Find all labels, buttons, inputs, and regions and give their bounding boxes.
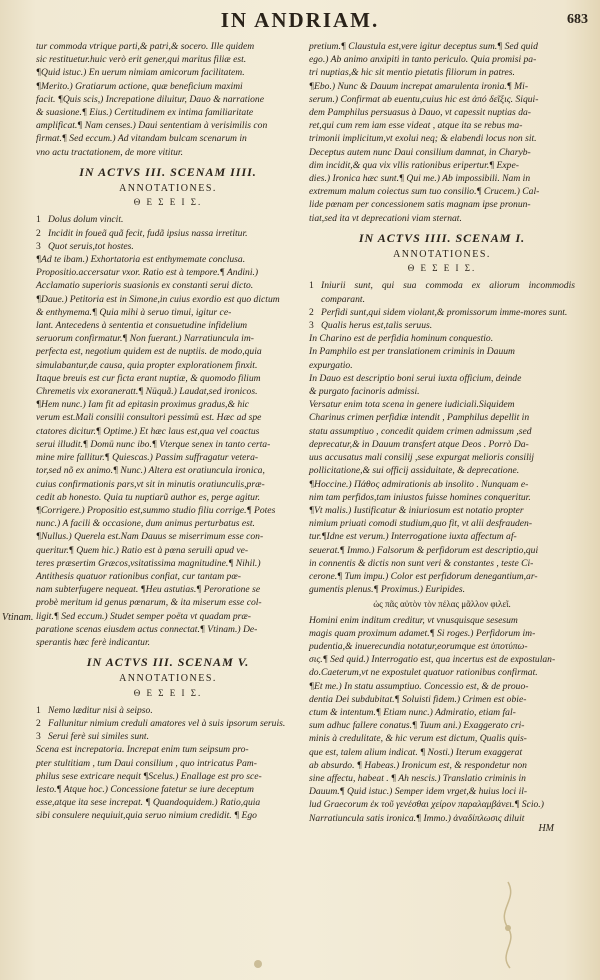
thesis-number: 2 — [36, 227, 41, 239]
scene-heading-3-4: IN ACTVS III. SCENAM IIII. — [79, 164, 257, 179]
text-line: ego.) Ab animo anxipiti in tanto periculo. Quia promisi pa- — [309, 54, 537, 66]
text-line: ctatores dicitur.¶ Optime.) Et hæc laus est,qua vel coactus — [36, 425, 260, 437]
right-opening-text — [309, 40, 575, 225]
text-line: ¶Daue.) Petitoria est in Simone,in cuius exordio est quo dictum — [36, 293, 280, 305]
text-line: lant. Antecedens à sententia et consuetudine infidelium — [36, 320, 248, 332]
text-line: nim tam perfidos,tam iniustos fuisse homines conqueritur. — [309, 491, 531, 503]
text-line: pollicitatione,& sui officij assiduitate, & deprecatione. — [309, 465, 520, 477]
thesis-text: Iniurii sunt, qui sua commoda ex aliorum incommodis comparant. — [321, 280, 575, 305]
thesis-text: Incidit in foueã quã fecit, fudã ipsius nassa irretitur. — [48, 227, 248, 239]
text-line: serum.) Confirmat ab euentu,cuius hic est ἀπό δεῖξις. Siqui- — [309, 93, 539, 105]
thesis-item — [36, 717, 300, 730]
text-line: ab absurdo. ¶ Habeas.) Ironicum est, & respondetur non — [309, 759, 527, 771]
text-line: in connentis & dictis non sunt veri & constantes , teste Ci- — [309, 557, 534, 569]
text-line: pudentia,& inuerecundia notatur,eorumque est ὑποτύπω- — [309, 640, 528, 652]
text-line: statu assumptiuo , concedit quidem crimen admissum ,sed — [309, 425, 532, 437]
text-line: ret,qui cum rem iam esse videat , atque ita se rebus ma- — [309, 120, 523, 132]
theses-list — [36, 213, 300, 253]
text-line: tur.¶Idne est verum.) Interrogatione iuxta affectum af- — [309, 531, 517, 543]
text-line: teres præsertim Græcos,vsitatissima magnitudine.¶ Nihil.) — [36, 557, 261, 569]
thesis-item — [309, 279, 575, 305]
text-line: cuius confirmationis pars,vt sit in minutis oratiunculis,præ- — [36, 478, 265, 490]
text-line: serui illudit.¶ Domü nunc ibo.¶ Vterque senex in tanto certa- — [36, 438, 271, 450]
page-hole — [254, 960, 262, 968]
thesis-number: 2 — [309, 306, 314, 318]
text-line: σις.¶ Sed quid.) Interrogatio est, qua incertus est de expostulan- — [309, 654, 556, 666]
thesis-number: 1 — [309, 280, 314, 292]
text-line: paratione scenas eiusdem actus connectat.¶ Vtinam.) De- — [36, 623, 258, 635]
text-line: Versatur enim tota scena in genere iudiciali.Siquidem — [309, 399, 515, 411]
text-line: do.Caeterum,vt ne expostulet quatuor rationibus confirmat. — [309, 667, 538, 679]
text-line: In Dauo est descriptio boni serui iuxta officium, deinde — [309, 372, 522, 384]
text-line: ligit.¶ Sed eccum.) Studet semper poëta vt quadam præ- — [36, 610, 251, 622]
text-line: ¶Hoccine.) Πάθος admirationis ab insolito . Nunquam e- — [309, 478, 529, 490]
thesis-number: 2 — [36, 717, 41, 729]
text-line: gumentis plenus.¶ Proximus.) Euripides. — [309, 584, 466, 596]
text-line: ¶Et me.) In statu assumptiuo. Concessio est, & de prouo- — [309, 680, 529, 692]
text-line: que est, talem alium indicat. ¶ Nosti.) Iterum exaggerat — [309, 746, 523, 758]
text-line: nam subterfugere nequeat. ¶Heu astutias.¶ Peroratione se — [36, 584, 261, 596]
text-line: facit. ¶Quis scis,) Increpatione diluitur, Dauo & narratione — [36, 93, 264, 105]
thesis-item — [36, 227, 300, 240]
text-line: queritur.¶ Quem hic.) Ratio est à pœna seruili apud ve- — [36, 544, 249, 556]
thesis-text: Nemo læditur nisi à seipso. — [48, 704, 153, 716]
text-line: tiat,sed ita vt deprecationi viam sternat. — [309, 212, 462, 224]
running-head: IN ANDRIAM. — [220, 8, 380, 32]
text-line: uus accusatus mali consilij ,sese expurgat melioris consilij — [309, 452, 535, 464]
text-line: ¶Vt malis.) Iustificatur & iniuriosum est notatio propter — [309, 504, 524, 516]
text-line: verum est.Mali consilii consultori pessimü est. Hæc ad spe — [36, 412, 262, 424]
thesis-item — [309, 306, 575, 319]
text-line: dim incidit,& qua vix vllis rationibus eripertur.¶ Expe- — [309, 159, 519, 171]
text-line: ¶Quid istuc.) En uerum nimiam amicorum facilitatem. — [36, 67, 245, 79]
text-line: Antithesis quatuor rationibus confiat, cur tantam pœ- — [36, 570, 241, 582]
thesis-number: 3 — [36, 240, 41, 252]
text-line: Dauum.¶ Quid istuc.) Semper idem vrget,& huius loci il- — [309, 786, 528, 798]
text-line: expurgatio. — [309, 359, 353, 371]
marginal-note: Vtinam. — [2, 612, 34, 623]
theseis-heading: Θ Ε Σ Ε Ι Σ. — [133, 197, 203, 208]
commentary-text — [36, 743, 300, 822]
right-column — [309, 40, 575, 825]
text-line: In Charino est de perfidia hominum conquestio. — [309, 333, 494, 345]
text-line: trimonii implicitum,vt exolui neq; & elabendi locus non sit. — [309, 133, 537, 145]
text-line: lide pœnam per concessionem satis magnam ipse pronun- — [309, 199, 531, 211]
annotationes-heading: ANNOTATIONES. — [393, 249, 491, 261]
text-line: sum adhuc fallere conatus.¶ Tuum ani.) Exaggerato cri- — [309, 720, 525, 732]
text-line: seuerat.¶ Immo.) Falsorum & perfidorum est descriptio,qui — [309, 544, 539, 556]
text-line: perfecta est, negotium quidem est de nuptiis. de modo,quia — [36, 346, 262, 358]
catchword: HM — [538, 823, 554, 834]
text-line: & enthymema.¶ Quia mihi à seruo timui, igitur ce- — [36, 306, 232, 318]
left-column — [36, 40, 300, 823]
thesis-item — [309, 319, 575, 332]
text-line: pretium.¶ Claustula est,vere igitur deceptus sum.¶ Sed quid — [309, 41, 538, 52]
decorative-flourish — [488, 880, 528, 970]
thesis-item — [36, 240, 300, 253]
thesis-number: 1 — [36, 704, 41, 716]
commentary-text — [309, 332, 575, 596]
text-line: cedit ab honesto. Quia tu nuptiarũ author es, perge agitur. — [36, 491, 261, 503]
text-line: vno actu tractationem, de more vititur. — [36, 146, 183, 158]
thesis-text: Qualis herus est,talis seruus. — [321, 320, 433, 332]
text-line: sperantis hæc ferè indicantur. — [36, 636, 151, 648]
text-line: tor,sed nõ ex animo.¶ Nunc.) Altera est oratiuncula ironica, — [36, 465, 265, 477]
thesis-number: 1 — [36, 214, 41, 226]
text-line: ¶Corrigere.) Propositio est,summo studio filiu corrige.¶ Potes — [36, 504, 276, 516]
text-line: ¶Hem nunc.) Iam fit ad epitasin proximus gradus,& hic — [36, 399, 250, 411]
text-line: Deceptus autem nunc Daui consilium damnat, in Charyb- — [309, 146, 531, 158]
greek-quotation: ὡς πᾶς αὐτὸν τὸν πέλας μᾶλλον φιλεῖ. — [373, 599, 511, 610]
text-line: ¶Ad te ibam.) Exhortatoria est enthymemate conclusa. — [36, 254, 246, 266]
text-line: Itaque breuis est cur ficta erant nuptiæ, & quomodo filium — [36, 372, 261, 384]
text-line: Acclamatio superioris suasionis ex constanti serui dicto. — [36, 280, 254, 292]
text-line: Chremetis vix exoraneratt.¶ Nüquã.) Laudat,sed ironicos. — [36, 386, 258, 398]
text-line: firmat.¶ Sed eccum.) Ad vitandam bulcam scenarum in — [36, 133, 247, 145]
text-line: sine affectu, habeat . ¶ Ah nescis.) Translatio criminis in — [309, 772, 526, 784]
scene-heading-3-5: IN ACTVS III. SCENAM V. — [86, 655, 250, 670]
thesis-text: Fallunitur nimium creduli amatores vel à suis ipsorum seruis. — [48, 717, 286, 729]
text-line: extremum malum coiectus sum tuo consilio.¶ Crucem.) Cal- — [309, 186, 540, 198]
text-line: ¶Nullus.) Querela est.Nam Dauus se miserrimum esse con- — [36, 531, 264, 543]
annotationes-heading: ANNOTATIONES. — [119, 183, 217, 195]
thesis-item — [36, 730, 300, 743]
thesis-text: Perfidi sunt,qui sidem violant,& promissorum imme-mores sunt. — [321, 306, 568, 318]
text-line: pter stultitiam , tum Daui consilium , quo intricatus Pam- — [36, 757, 257, 769]
thesis-item — [36, 213, 300, 226]
text-line: Scena est increpatoria. Increpat enim tum seipsum pro- — [36, 744, 249, 756]
text-line: nimium priuati comodi studium,quo fit, vt alii desfrauden- — [309, 518, 533, 530]
text-line: & purgato facinoris admissi. — [309, 386, 420, 398]
text-line: dies.) Ironica hæc sunt.¶ Qui me.) Ab impossibili. Nam in — [309, 173, 531, 185]
thesis-number: 3 — [36, 731, 41, 743]
text-line: dem Pamphilus persuasus à Dauo, vt capessit nuptias da- — [309, 107, 531, 119]
commentary-text — [36, 253, 300, 649]
text-line: lud Graecorum ἐκ τοῦ γενέσθαι χείρον παραλαμβάνει.¶ Scio.) — [309, 799, 544, 811]
annotationes-heading: ANNOTATIONES. — [119, 673, 217, 685]
thesis-item — [36, 704, 300, 717]
text-line: amplificat.¶ Nam censes.) Daui sententiam à verisimilis con — [36, 120, 268, 132]
theseis-heading: Θ Ε Σ Ε Ι Σ. — [407, 263, 477, 274]
text-line: philus sese extricare nequit ¶Scelus.) Enallage est pro sce- — [36, 770, 262, 782]
thesis-text: Serui ferè sui similes sunt. — [48, 731, 149, 743]
scene-heading-4-1: IN ACTVS IIII. SCENAM I. — [358, 230, 526, 245]
text-line: sic restituetur.huic verò erit gener,qui maritus filiæ est. — [36, 54, 247, 66]
text-line: cerone.¶ Tum impu.) Color est perfidorum denegantium,ar- — [309, 570, 538, 582]
text-line: ¶Merito.) Gratiarum actione, quæ beneficium maximi — [36, 80, 243, 92]
text-line: simulabantur,de causa, quia propter explorationem finxit. — [36, 359, 258, 371]
text-line: Narratiuncula satis ironica.¶ Immo.) ἀναδίπλωσις diluit — [309, 812, 525, 824]
text-line: In Pamphilo est per translationem criminis in Dauum — [309, 346, 515, 358]
text-line: magis quam proximum adamet.¶ Si roges.) Perfidorum im- — [309, 627, 536, 639]
text-line: ¶Ebo.) Nunc & Dauum increpat amarulenta ironia.¶ Mi- — [309, 80, 529, 92]
thesis-text: Quot seruis,tot hostes. — [48, 240, 134, 252]
theses-list — [309, 279, 575, 332]
text-line: dentia Dei subdubitat.¶ Soluisti fidem.) Crimen est obie- — [309, 693, 527, 705]
thesis-number: 3 — [309, 320, 314, 332]
text-line: Homini enim inditum creditur, vt vnusquisque sesesum — [309, 614, 518, 626]
text-line: seruorum confirmatur.¶ Non fuerant.) Narratiuncula im- — [36, 333, 254, 345]
page-number: 683 — [567, 12, 588, 27]
text-line: probè meritum id genus pœnarum, & ita miserum esse col- — [36, 597, 262, 609]
text-line: sibi consulere nequiuit,quia seruo nimium credidit. ¶ Ego — [36, 810, 257, 822]
text-line: tri nuptias,& hic sit mentio pietatis filiorum in patres. — [309, 67, 515, 79]
theses-list — [36, 704, 300, 744]
text-line: deprecatur,& in Dauum transfert atque Deos . Porrò Da- — [309, 438, 529, 450]
text-line: minis à credulitate, & hic verum est dictum, Qualis quis- — [309, 733, 527, 745]
text-line: ctum & intentum.¶ Etiam nunc.) Admiratio, etiam fal- — [309, 706, 516, 718]
text-line: lesto.¶ Atque hoc.) Concessione fatetur se iure deceptum — [36, 783, 254, 795]
text-line: Propositio.accersatur vxor. Ratio est à tempore.¶ Andini.) — [36, 267, 259, 279]
text-line: mine mire fallitur.¶ Quiescas.) Passim suffragatur vetera- — [36, 452, 259, 464]
thesis-text: Dolus dolum vincit. — [48, 214, 124, 226]
text-line: tur commoda vtrique parti,& patri,& socero. Ille quidem — [36, 41, 255, 52]
commentary-text — [309, 614, 575, 825]
text-line: esse,atque ita sese increpat. ¶ Quandoquidem.) Ratio,quia — [36, 797, 261, 809]
left-opening-text — [36, 40, 300, 159]
text-line: Charinus crimen perfidiæ intendit , Pamphilus depellit in — [309, 412, 530, 424]
theseis-heading: Θ Ε Σ Ε Ι Σ. — [133, 687, 203, 698]
text-line: nunc.) A facili & occasione, dum animus perturbatus est. — [36, 518, 255, 530]
text-line: & suasione.¶ Eius.) Certitudinem ex intima familiaritate — [36, 107, 254, 119]
